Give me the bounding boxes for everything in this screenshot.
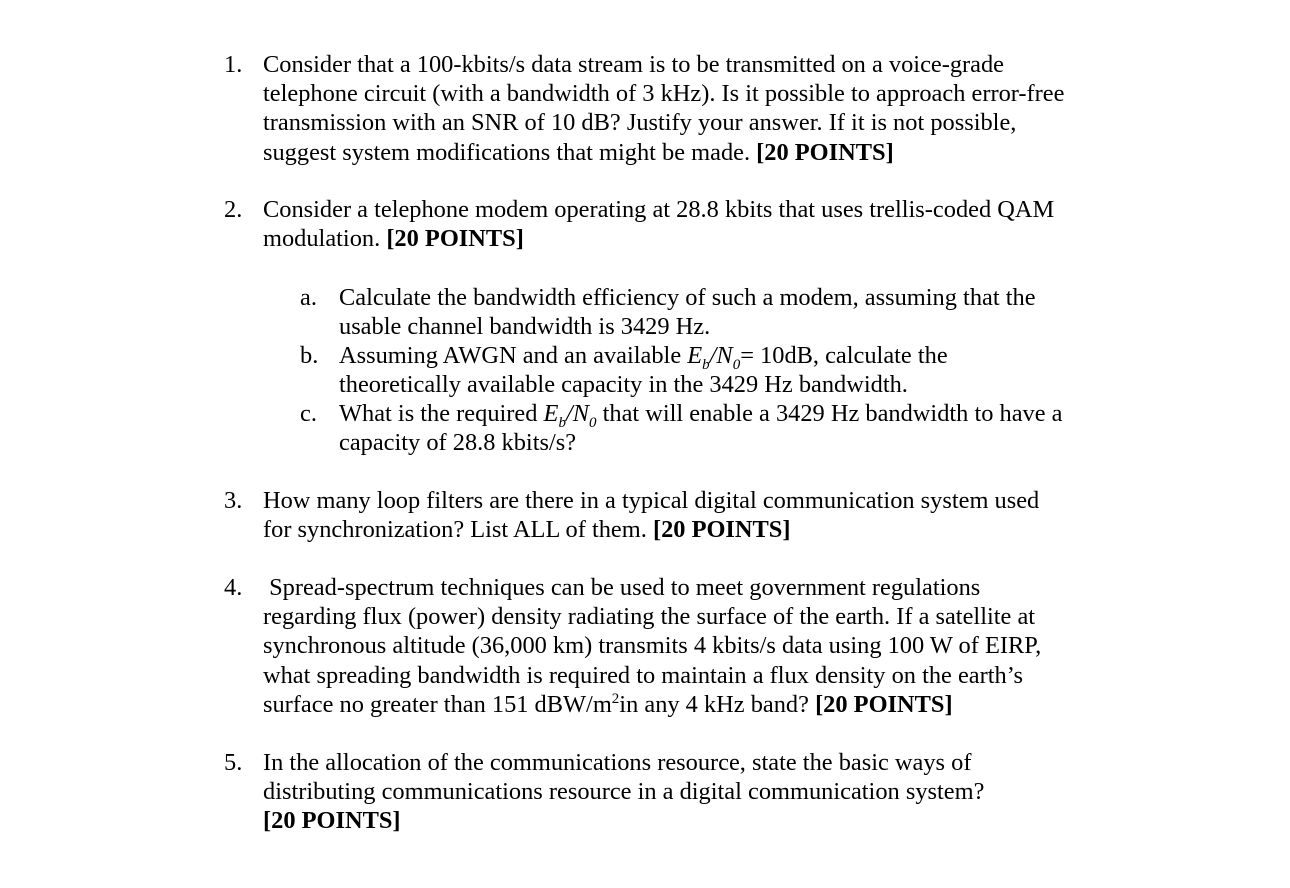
points-label: [20 POINTS] — [652, 516, 791, 544]
part-line: capacity of 28.8 kbits/s? — [339, 429, 577, 457]
points-label: [20 POINTS] — [815, 690, 953, 718]
points-label: [20 POINTS] — [386, 225, 524, 253]
question-line: distributing communications resource in a digital communication system? — [263, 778, 985, 806]
question-line: telephone circuit (with a bandwidth of 3 kHz). Is it possible to approach error-free — [263, 80, 1065, 108]
question-text — [263, 50, 1113, 167]
question-number: 4. — [224, 574, 243, 601]
part-line: Calculate the bandwidth efficiency of such a modem, assuming that the — [339, 284, 1036, 311]
points-label: [20 POINTS] — [263, 807, 401, 835]
question-line: what spreading bandwidth is required to maintain a flux density on the earth’s — [263, 661, 1023, 689]
question-line: regarding flux (power) density radiating the surface of the earth. If a satellite at — [263, 603, 1036, 631]
question-line: Consider a telephone modem operating at 28.8 kbits that uses trellis-coded QAM — [263, 196, 1055, 223]
eb-n0-ratio: $E_b/N_0$ — [687, 342, 741, 373]
question-line: modulation. [20 POINTS] — [263, 225, 524, 253]
question-number: 5. — [224, 749, 243, 776]
points-label: [20 POINTS] — [756, 138, 894, 166]
part-letter: b. — [300, 342, 319, 369]
part-letter: c. — [300, 400, 317, 427]
question-number: 1. — [224, 51, 243, 78]
question-text — [263, 748, 1113, 836]
question-line: Spread-spectrum techniques can be used to meet government regulations — [263, 574, 981, 601]
part-line: Assuming AWGN and an available $E_b/N_0= 10dB$, calculate the — [339, 342, 948, 373]
question-line: suggest system modifications that might be made. [20 POINTS] — [263, 138, 894, 166]
question-text — [263, 573, 1113, 719]
question-line: In the allocation of the communications resource, state the basic ways of — [263, 749, 972, 776]
question-number: 3. — [224, 487, 243, 514]
question-line: transmission with an SNR of 10 dB? Justify your answer. If it is not possible, — [263, 109, 1017, 137]
question-line: surface no greater than 151 dBW/$m^2in$ any 4 kHz band? [20 POINTS] — [263, 690, 953, 718]
question-text — [263, 486, 1113, 544]
question-number: 2. — [224, 196, 243, 223]
part-line: What is the required $E_b/N_0$ that will enable a 3429 Hz bandwidth to have a — [339, 400, 1063, 431]
part-letter: a. — [300, 284, 317, 311]
question-text — [263, 195, 1113, 253]
question-line: for synchronization? List ALL of them. [20 POINTS] — [263, 516, 791, 544]
question-line: Consider that a 100-kbits/s data stream is to be transmitted on a voice-grade — [263, 51, 1005, 78]
question-line: How many loop filters are there in a typical digital communication system used — [263, 487, 1040, 514]
question-line: synchronous altitude (36,000 km) transmits 4 kbits/s data using 100 W of EIRP, — [263, 632, 1042, 660]
part-text — [339, 399, 1109, 457]
part-text — [339, 283, 1109, 341]
part-line: usable channel bandwidth is 3429 Hz. — [339, 313, 711, 341]
part-line: theoretically available capacity in the 3429 Hz bandwidth. — [339, 371, 908, 399]
eb-n0-ratio: $E_b/N_0$ — [543, 400, 597, 431]
part-text — [339, 341, 1109, 399]
